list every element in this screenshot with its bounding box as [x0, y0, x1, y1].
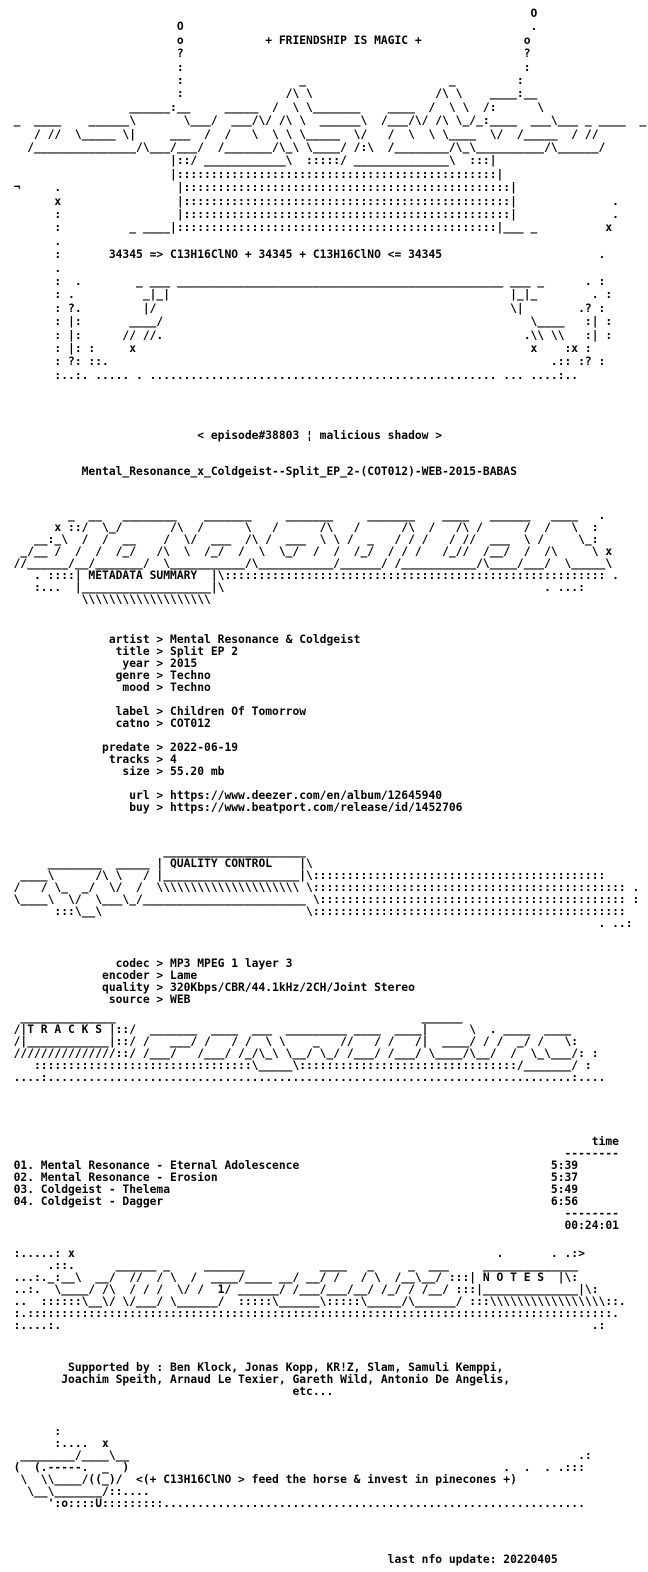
notes-header-art: :.....: x . . .:> [0, 1248, 585, 1260]
header-art-line: O [0, 8, 538, 20]
tracks-total: 00:24:01 [0, 1220, 619, 1232]
header-art-line: : |: : x x :x : [0, 343, 592, 355]
quality-encoder: encoder > Lame [0, 970, 198, 982]
track-row: 01. Mental Resonance - Eternal Adolescence 5:39 [0, 1160, 579, 1172]
footer-art: ________/____\__ .: [0, 1450, 592, 1462]
metadata-header-art: _ __ ________ _______ _______ _______ ____ ______ ____ . [0, 510, 606, 522]
meta-mood: mood > Techno [0, 682, 211, 694]
metadata-header-art: //______/__/_______/ \___________/\___________/______/ /___________/\____/___/ \_____\ [0, 558, 613, 570]
meta-title: title > Split EP 2 [0, 646, 239, 658]
tracks-header-art: ::::::::::::::::::::::::::::::::\_____\::::::::::::::::::::::::::::::::/_______/ : [0, 1060, 592, 1072]
metadata-header-art: :... |___________________|\ . ...: [0, 582, 585, 594]
track-row: 03. Coldgeist - Thelema 5:49 [0, 1184, 579, 1196]
quality-header-art: \____\ \/ \___\_/________________________ \::::::::::::::::::::::::::::::::::::::::::::: : [0, 894, 640, 906]
footer-art: :.... x [0, 1438, 109, 1450]
footer-art: \__\_______/::.... [0, 1486, 150, 1498]
meta-artist: artist > Mental Resonance & Coldgeist [0, 634, 361, 646]
tracks-time-rule: -------- [0, 1148, 619, 1160]
header-art-line: : . _|_| |_|_ . : [0, 289, 613, 302]
episode-line: < episode#38803 ¦ malicious shadow > [0, 430, 443, 442]
header-art-line: : : [0, 61, 531, 74]
quality-header-art: . ..: [0, 918, 633, 930]
header-art-line: : ?. |/ \| .? : [0, 302, 606, 315]
footer-art: : [0, 1426, 62, 1438]
notes-header-art: ..:. \____/ /\ / / / \/ / 1/ ______/ /___/___/__/ /_/ / /__/ :::|______________|\: [0, 1284, 599, 1296]
header-art-line: ¬ . |::::::::::::::::::::::::::::::::::::::::::::::::| [0, 182, 517, 195]
quality-quality: quality > 320Kbps/CBR/44.1kHz/2CH/Joint Stereo [0, 982, 415, 994]
quality-header-art: ________ _____ | QUALITY CONTROL |\ [0, 858, 313, 870]
last-update: last nfo update: 20220405 [0, 1554, 558, 1566]
meta-predate: predate > 2022-06-19 [0, 742, 239, 754]
tracks-header-art: ....:.............................................................................:.... [0, 1072, 606, 1084]
header-art-line: : ?: ::. .:: :? : [0, 356, 606, 369]
notes-line: Supported by : Ben Klock, Jonas Kopp, KR!Z, Slam, Samuli Kemppi, [0, 1362, 504, 1374]
header-art-line: : 34345 => C13H16ClNO + 34345 + C13H16ClNO <= 34345 . [0, 249, 606, 262]
notes-line: Joachim Speith, Arnaud Le Texier, Gareth Wild, Antonio De Angelis, [0, 1374, 511, 1386]
tracks-header-art: ______________ ______ [0, 1012, 477, 1024]
header-art-line: : _ ____|:::::::::::::::::::::::::::::::::::::::::::::::|___ _ x [0, 222, 613, 235]
track-row: 02. Mental Resonance - Erosion 5:37 [0, 1172, 579, 1184]
header-art-line: / // \_____ \| ___ / / \ \ \ \_____ \/ / \ \ \____ \/ /_____ / // [0, 128, 599, 141]
tracks-header-art: ///////////////::/ /___/ /___/ /_/\_\ \__/ \_/ /___/ /___/ \____/\__/ / \_\___/: : [0, 1048, 599, 1060]
header-art-line: |::/ ____________\ :::::/ ______________\ :::| [0, 155, 497, 168]
header-art-line: . [0, 235, 62, 248]
notes-header-art: :.::::::::::::::::::::::::::::::::::::::::::::::::::::::::::::::::::::::::::::::::::::::. [0, 1308, 619, 1320]
header-art-line: O . [0, 21, 538, 34]
meta-catno: catno > COT012 [0, 718, 211, 730]
track-row: 04. Coldgeist - Dagger 6:56 [0, 1196, 579, 1208]
header-art-line: ? ? [0, 48, 531, 61]
tracks-time-header: time [0, 1136, 619, 1148]
tracks-header-art: /|____________|::/ / ___/ / / / \ \ _ // / / /| ____/ / / _/ / \: [0, 1036, 579, 1048]
tracks-header-art: /|T R A C K S |::/ _______ ____ ___ _________ ____ ____| \ . ____ ____ [0, 1024, 572, 1036]
header-art-line: ______:__ _____ / \ \_______ ____ / \ \ /: \ [0, 101, 545, 114]
quality-header-art: / / \_ _/ \/ / \\\\\\\\\\\\\\\\\\\\\ \:::::::::::::::::::::::::::::::::::::::::::::: . [0, 882, 640, 894]
meta-year: year > 2015 [0, 658, 198, 670]
header-art-line: o + FRIENDSHIP IS MAGIC + o [0, 34, 531, 47]
footer-art: ':o::::U:::::::::.............................................................. [0, 1498, 585, 1510]
header-art-line: |:::::::::::::::::::::::::::::::::::::::::::::::| [0, 168, 504, 181]
metadata-header-art: _/__ / / / /_/ /\ \ /_/ / \ \_/ / / /_/ / / / /_// /__/ / /\ \ x [0, 546, 613, 558]
metadata-header-art: \\\\\\\\\\\\\\\\\\\ [0, 594, 211, 606]
notes-header-art: .. ::::::\__\/ \/___/ \______/ :::::\______\:::::\_____/\______/ :::\\\\\\\\\\\\\\\\\::. [0, 1296, 626, 1308]
header-art-line: : |: // //. .\\ \\ :| : [0, 329, 613, 342]
notes-header-art: .::. ______ _ ______ ____ _ _ ___ ______________ [0, 1260, 579, 1272]
meta-url: url > https://www.deezer.com/en/album/12645940 [0, 790, 443, 802]
header-art-line: : |::::::::::::::::::::::::::::::::::::::::::::::::| . [0, 209, 619, 221]
quality-header-art: _____________________ [0, 846, 307, 858]
meta-tracks: tracks > 4 [0, 754, 177, 766]
meta-label: label > Children Of Tomorrow [0, 706, 307, 718]
notes-header-art: :....:. .: [0, 1320, 606, 1332]
footer-art: \ \\____/((_)/ <(+ C13H16ClNO > feed the horse & invest in pinecones +) [0, 1474, 517, 1486]
header-art-line: : |: ____/ \____ :| : [0, 316, 613, 329]
quality-header-art: ____\ /\ \ / |____________________|\::::::::::::::::::::::::::::::::::::::::::: [0, 870, 606, 882]
quality-header-art: :::\__\ \:::::::::::::::::::::::::::::::::::::::::::::: [0, 906, 626, 918]
header-art-line: : _ _ : [0, 75, 524, 87]
meta-buy: buy > https://www.beatport.com/release/id/1452706 [0, 802, 463, 814]
header-art-line: x |::::::::::::::::::::::::::::::::::::::::::::::::| . [0, 195, 619, 208]
header-art-line: _ ____ ______\ \___/ ___/\/ /\ \ ______\ /___/\/ /\ \_/_:____ ___\___ _ ____ _ [0, 115, 647, 128]
notes-header-art: ...:._:__\ __/ // / \ / ____/____ __/ __/ / / \ /__\__/ :::| N O T E S |\: [0, 1272, 579, 1284]
header-art-line: :..:. ..... . ................................................... ... ....:.. [0, 369, 579, 382]
meta-size: size > 55.20 mb [0, 766, 225, 778]
quality-source: source > WEB [0, 994, 191, 1006]
release-name: Mental_Resonance_x_Coldgeist--Split_EP_2-(COT012)-WEB-2015-BABAS [0, 466, 517, 478]
metadata-header-art: x ::/ \_/ /\ / \ / /\ / /\ / /\ / / / \ : [0, 522, 599, 534]
meta-genre: genre > Techno [0, 670, 211, 682]
quality-codec: codec > MP3 MPEG 1 layer 3 [0, 958, 293, 970]
metadata-header-art: __:_\ / / __ / \/ ___ /\ / ___ \ \ / _ / / / / // ___ \ / \_: [0, 534, 599, 546]
tracks-total-rule: -------- [0, 1208, 619, 1220]
header-art-line: /_______________/\___/___/ /_______/\_\ \____/ /:\ /________/\_\__________/\______/ [0, 142, 606, 154]
metadata-header-art: . ::::| METADATA SUMMARY |\:::::::::::::::::::::::::::::::::::::::::::::::::::::::: . [0, 570, 619, 582]
notes-line: etc... [0, 1386, 334, 1398]
footer-art: ( (.-----. _ ) . . . .::: [0, 1462, 585, 1474]
header-art-line: : /\ \ /\ \ ____:__ [0, 88, 538, 101]
header-art-line: . [0, 262, 62, 275]
header-art-line: : . _ ___ ________________________________________________ ___ _ . : [0, 276, 606, 288]
